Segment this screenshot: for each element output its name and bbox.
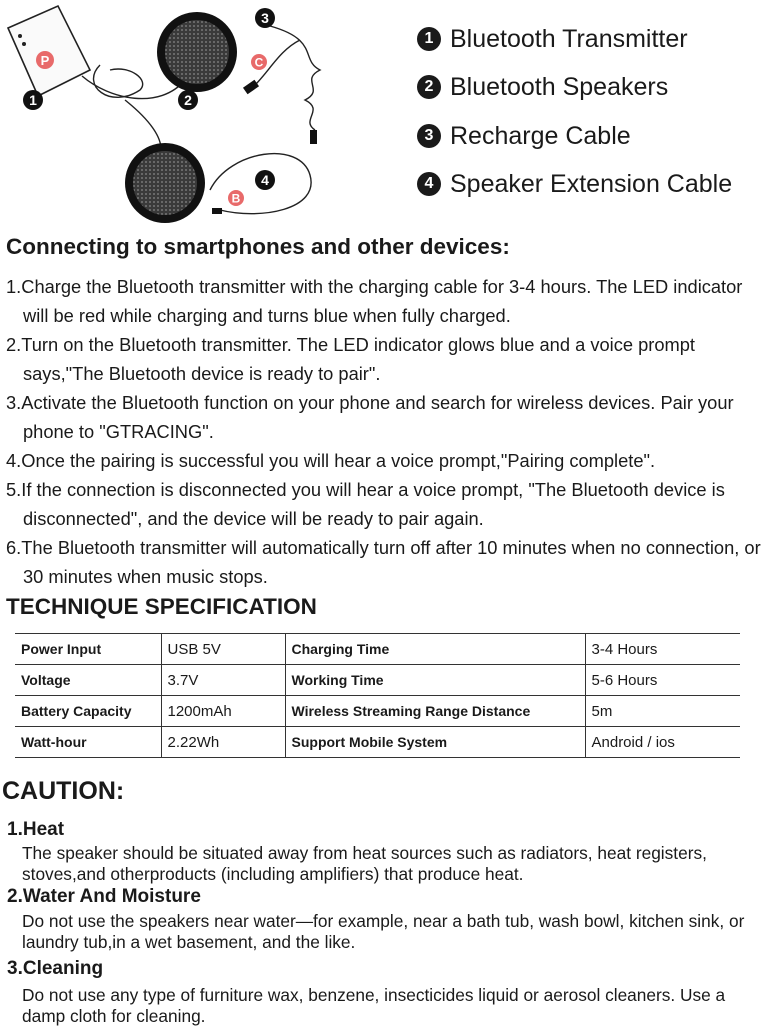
caution-cleaning-body: Do not use any type of furniture wax, benzene, insecticides liquid or aerosol cleaners. Use a damp cloth for cleaning. — [22, 985, 726, 1026]
spec-heading: TECHNIQUE SPECIFICATION — [6, 594, 317, 619]
speaker-illustration-top — [157, 12, 237, 92]
table-cell: 3.7V — [161, 665, 285, 696]
table-cell: 5-6 Hours — [585, 665, 740, 696]
legend-label: Bluetooth Speakers — [450, 73, 669, 101]
callout-3 — [255, 8, 275, 28]
transmitter-illustration — [8, 6, 90, 96]
usb-plug-icon — [243, 80, 259, 95]
cable-badge-label: C — [254, 55, 264, 70]
callout-4 — [255, 170, 275, 190]
list-item: 6.The Bluetooth transmitter will automatically turn off after 10 minutes when no connection, or 30 minutes when music stops. — [6, 537, 761, 587]
list-item: 5.If the connection is disconnected you will hear a voice prompt, "The Bluetooth device is disconnected", and the device will be ready to pair again. — [6, 479, 725, 529]
table-cell: Voltage — [15, 665, 161, 696]
table-cell: USB 5V — [161, 634, 285, 665]
spec-table — [15, 633, 740, 758]
table-row — [15, 727, 740, 758]
svg-text:1: 1 — [29, 92, 37, 108]
caution-water-title: 2.Water And Moisture — [7, 886, 201, 907]
table-cell: 5m — [585, 696, 740, 727]
legend-item-recharge-cable — [417, 121, 767, 151]
legend-item-extension-cable — [417, 169, 767, 199]
table-cell: Charging Time — [285, 634, 585, 665]
table-cell: Battery Capacity — [15, 696, 161, 727]
table-row — [15, 634, 740, 665]
table-row — [15, 696, 740, 727]
product-diagram — [0, 0, 400, 230]
table-cell: Android / ios — [585, 727, 740, 758]
list-item: 1.Charge the Bluetooth transmitter with the charging cable for 3-4 hours. The LED indicator will be red while charging and turns blue when fully charged. — [6, 276, 743, 326]
number-badge-icon: 3 — [417, 124, 441, 148]
callout-1 — [23, 90, 43, 110]
svg-text:3: 3 — [261, 10, 269, 26]
caution-cleaning-title: 3.Cleaning — [7, 958, 104, 979]
transmitter-badge-label: P — [40, 53, 50, 68]
table-cell: Watt-hour — [15, 727, 161, 758]
connecting-heading: Connecting to smartphones and other devices: — [6, 234, 510, 259]
table-cell: Power Input — [15, 634, 161, 665]
list-item: 2.Turn on the Bluetooth transmitter. The LED indicator glows blue and a voice prompt says,"The Bluetooth device is ready to pair". — [6, 334, 695, 384]
number-badge-icon: 1 — [417, 27, 441, 51]
table-cell: Working Time — [285, 665, 585, 696]
svg-text:4: 4 — [261, 172, 269, 188]
connecting-steps — [6, 272, 766, 591]
caution-heading: CAUTION: — [2, 777, 125, 805]
table-cell: 2.22Wh — [161, 727, 285, 758]
legend-item-transmitter — [417, 24, 767, 54]
caution-heat-title: 1.Heat — [7, 819, 65, 840]
speaker-illustration-bottom — [125, 143, 205, 223]
micro-usb-plug-icon — [310, 130, 317, 144]
caution-water-body: Do not use the speakers near water—for example, near a bath tub, wash bowl, kitchen sink, or laundry tub,in a wet basement, and the like. — [22, 911, 745, 952]
audio-jack-icon — [212, 208, 222, 214]
number-badge-icon: 4 — [417, 172, 441, 196]
list-item: 4.Once the pairing is successful you will hear a voice prompt,"Pairing complete". — [6, 450, 656, 471]
svg-text:2: 2 — [184, 92, 192, 108]
legend-label: Bluetooth Transmitter — [450, 25, 688, 53]
table-cell: Wireless Streaming Range Distance — [285, 696, 585, 727]
legend-label: Speaker Extension Cable — [450, 170, 733, 198]
caution-heat-body: The speaker should be situated away from heat sources such as radiators, heat registers, stoves,and otherproducts (including amplifiers) that produce heat. — [22, 843, 707, 884]
legend-label: Recharge Cable — [450, 122, 631, 150]
table-row — [15, 665, 740, 696]
list-item: 3.Activate the Bluetooth function on your phone and search for wireless devices. Pair your phone to "GTRACING". — [6, 392, 734, 442]
number-badge-icon: 2 — [417, 75, 441, 99]
table-cell: Support Mobile System — [285, 727, 585, 758]
callout-2 — [178, 90, 198, 110]
legend-item-speakers — [417, 72, 767, 102]
extension-badge-label: B — [231, 191, 241, 206]
table-cell: 3-4 Hours — [585, 634, 740, 665]
table-cell: 1200mAh — [161, 696, 285, 727]
